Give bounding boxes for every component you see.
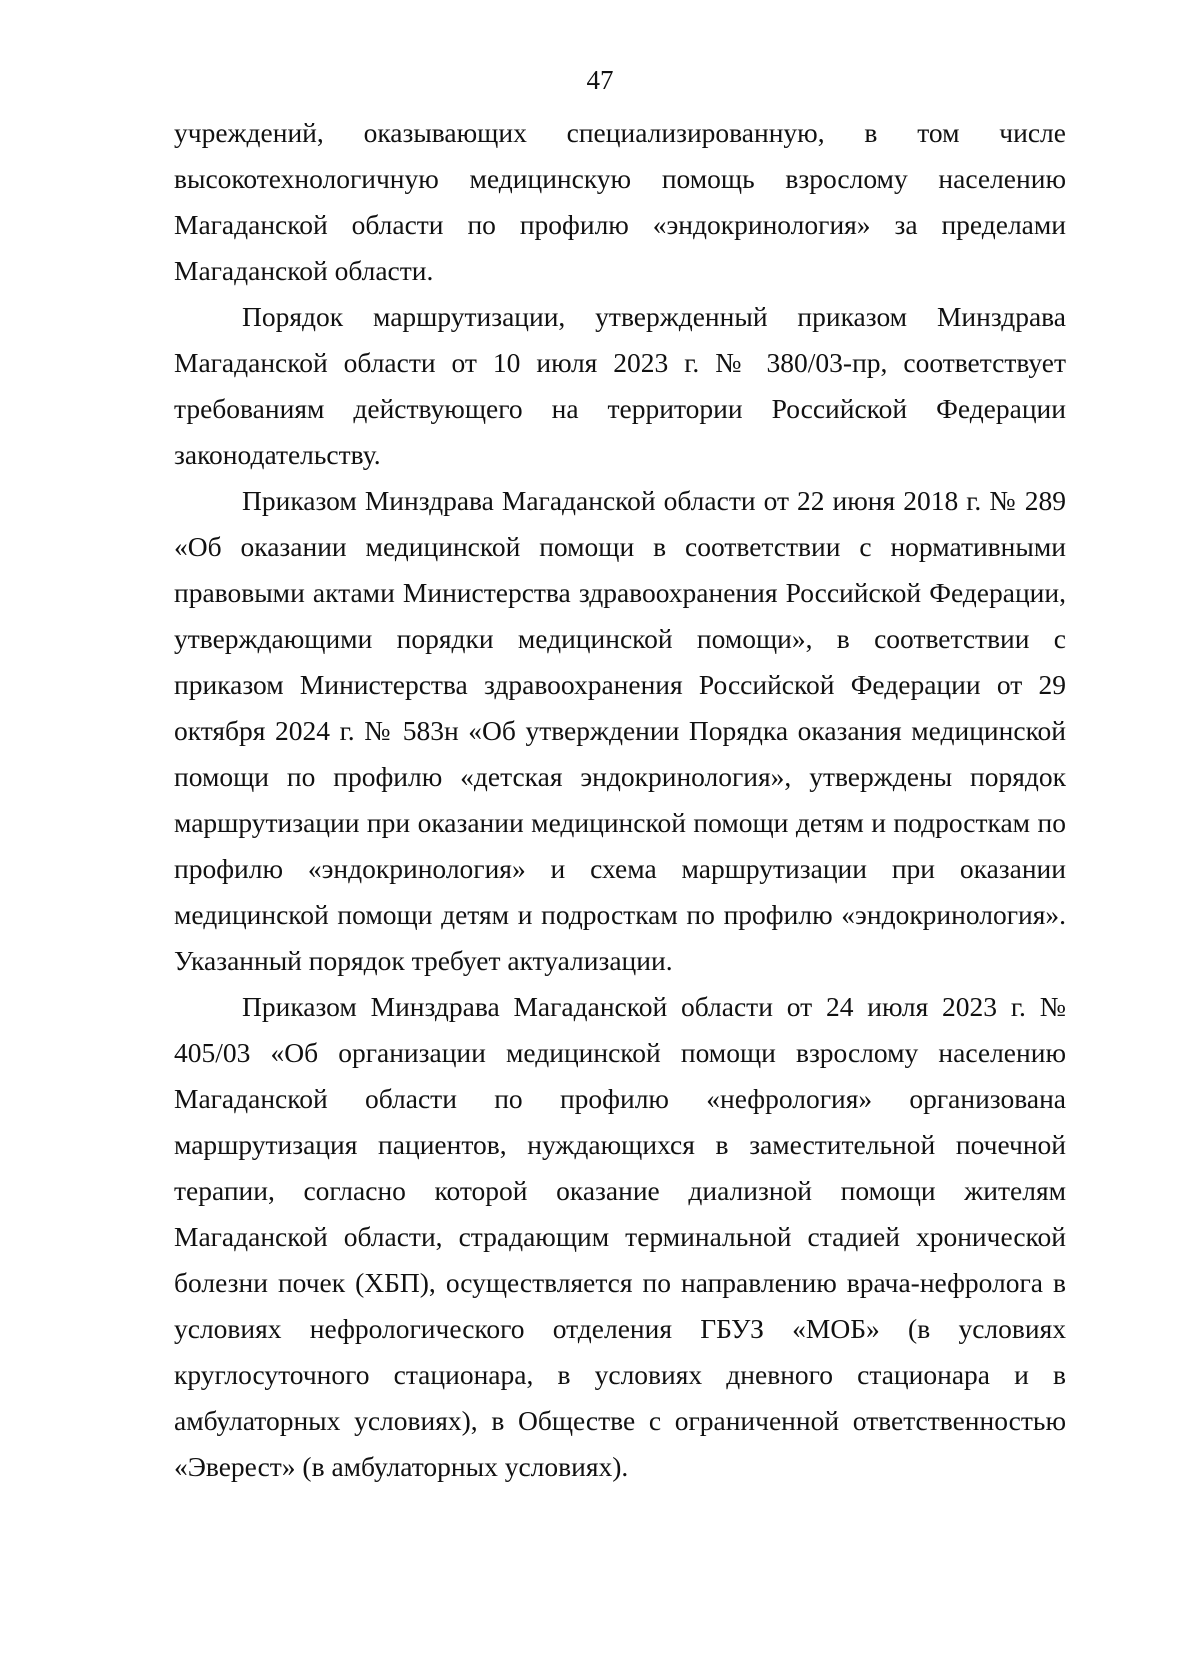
paragraph-continuation: учреждений, оказывающих специализированную, в том числе высокотехнологичную медицинскую помощь взрослому населению Магаданской области по профилю «эндокринология» за пределами Магаданской области. <box>174 117 1066 286</box>
paragraph-nephrology: Приказом Минздрава Магаданской области от 24 июля 2023 г. № 405/03 «Об организации медицинской помощи взрослому населению Магаданской области по профилю «нефрология» организована маршрутизация пациентов, нуждающихся в заместительной почечной терапии, согласно которой оказание диализной помощи жителям Магаданской области, страдающим терминальной стадией хронической болезни почек (ХБП), осуществляется по направлению врача-нефролога в условиях нефрологического отделения ГБУЗ «МОБ» (в условиях круглосуточного стационара, в условиях дневного стационара и в амбулаторных условиях), в Обществе с ограниченной ответственностью «Эверест» (в амбулаторных условиях). <box>174 991 1066 1482</box>
paragraph-children-endocrinology: Приказом Минздрава Магаданской области от 22 июня 2018 г. № 289 «Об оказании медицинской помощи в соответствии с нормативными правовыми актами Министерства здравоохранения Российской Федерации, утверждающими порядки медицинской помощи», в соответствии с приказом Министерства здравоохранения Российской Федерации от 29 октября 2024 г. № 583н «Об утверждении Порядка оказания медицинской помощи по профилю «детская эндокринология», утверждены порядок маршрутизации при оказании медицинской помощи детям и подросткам по профилю «эндокринология» и схема маршрутизации при оказании медицинской помощи детям и подросткам по профилю «эндокринология». Указанный порядок требует актуализации. <box>174 485 1066 976</box>
page-number: 47 <box>586 65 614 95</box>
paragraph-routing-order: Порядок маршрутизации, утвержденный приказом Минздрава Магаданской области от 10 июля 2023 г. № 380/03-пр, соответствует требованиям действующего на территории Российской Федерации законодательству. <box>174 301 1066 470</box>
document-body <box>174 110 1066 1490</box>
